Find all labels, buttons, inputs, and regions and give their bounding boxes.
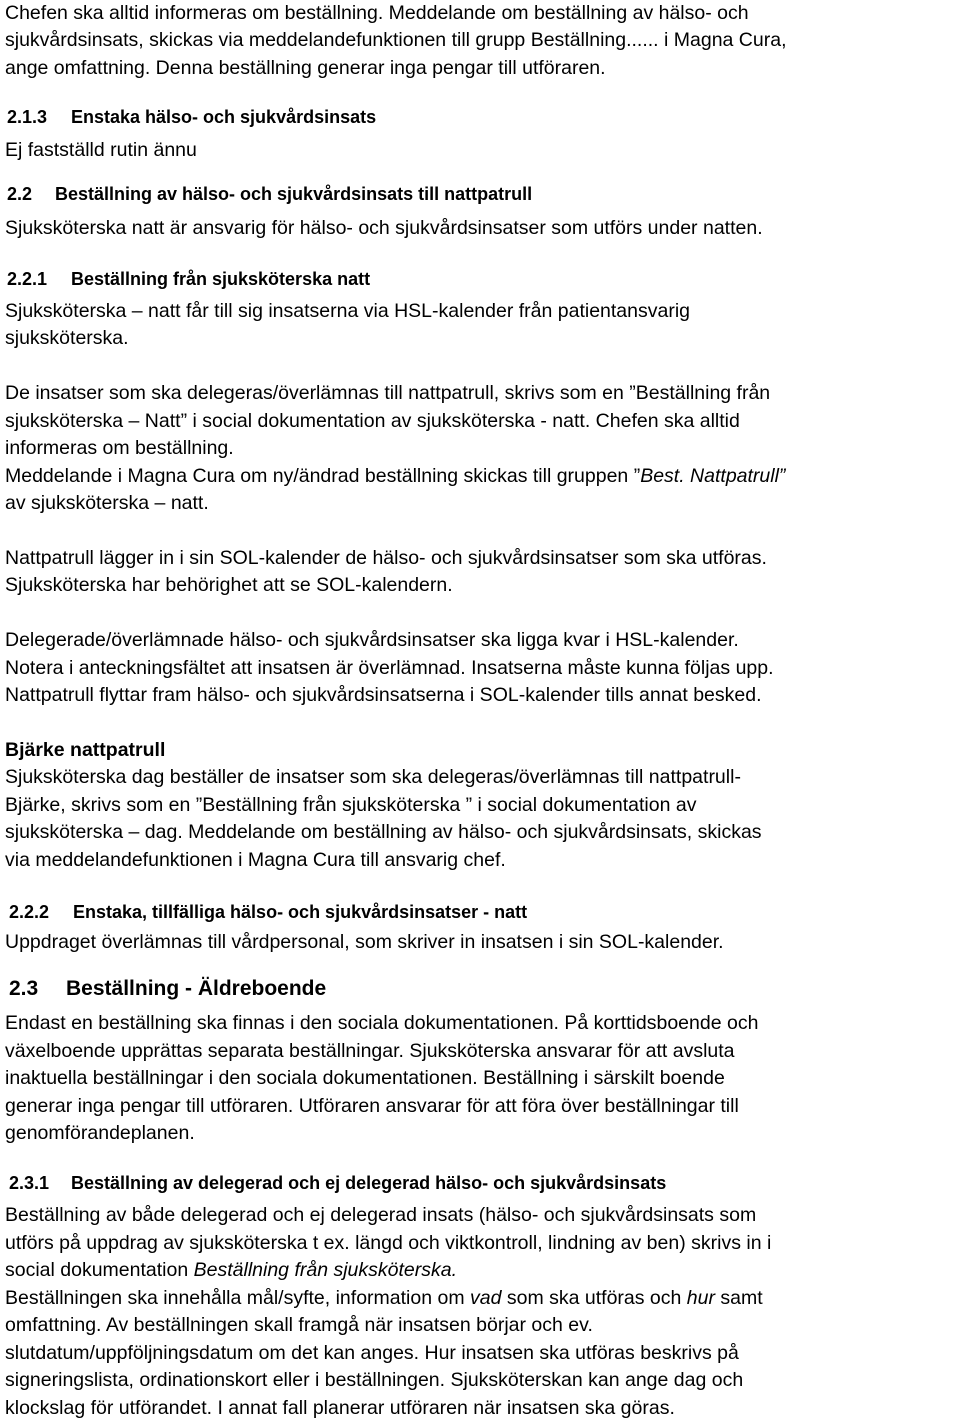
- text-span: Meddelande i Magna Cura om ny/ändrad beställning skickas till gruppen ”: [5, 465, 641, 487]
- text-span: Beställningen ska innehålla mål/syfte, information om: [5, 1287, 470, 1309]
- text-line: informeras om beställning.: [5, 437, 234, 459]
- text-line: [5, 1285, 763, 1313]
- text-line: Endast en beställning ska finnas i den sociala dokumentationen. På korttidsboende och: [5, 1012, 759, 1034]
- text-line: utförs på uppdrag av sjuksköterska t ex. längd och viktkontroll, lindning av ben) skrivs in i: [5, 1232, 772, 1254]
- section-title: Enstaka hälso- och sjukvårdsinsats: [71, 107, 377, 127]
- section-number: 2.3.1: [9, 1173, 50, 1193]
- section-heading-2-2-2: [9, 900, 527, 924]
- text-line: genomförandeplanen.: [5, 1122, 195, 1144]
- text-line: De insatser som ska delegeras/överlämnas till nattpatrull, skrivs som en ”Beställning från: [5, 382, 771, 404]
- text-line: signeringslista, ordinationskort eller i beställningen. Sjuksköterskan kan ange dag och: [5, 1369, 744, 1391]
- section-heading-2-2-1: [7, 267, 370, 291]
- italic-text: Beställning från sjuksköterska.: [193, 1259, 457, 1281]
- section-heading-2-2: [7, 182, 532, 206]
- italic-text: Best. Nattpatrull”: [640, 465, 786, 487]
- text-line: Bjärke, skrivs som en ”Beställning från sjuksköterska ” i social dokumentation av: [5, 794, 697, 816]
- text-line: Nattpatrull lägger in i sin SOL-kalender de hälso- och sjukvårdsinsatser som ska utföras.: [5, 547, 767, 569]
- text-line: Notera i anteckningsfältet att insatsen är överlämnad. Insatserna måste kunna följas upp.: [5, 657, 774, 679]
- italic-text: vad: [470, 1287, 502, 1309]
- text-line: Uppdraget överlämnas till vårdpersonal, som skriver in insatsen i sin SOL-kalender.: [5, 931, 724, 953]
- section-title: Beställning - Äldreboende: [66, 977, 327, 1000]
- text-line: Sjuksköterska har behörighet att se SOL-kalendern.: [5, 574, 453, 596]
- section-title: Beställning från sjuksköterska natt: [71, 269, 371, 289]
- section-number: 2.1.3: [7, 107, 48, 127]
- section-heading-2-1-3: [7, 105, 376, 129]
- text-line: sjuksköterska – Natt” i social dokumentation av sjuksköterska - natt. Chefen ska alltid: [5, 410, 740, 432]
- text-line: Sjuksköterska natt är ansvarig för hälso- och sjukvårdsinsatser som utförs under natten.: [5, 217, 763, 239]
- section-number: 2.2: [7, 184, 33, 204]
- text-line: [5, 463, 785, 491]
- text-line: [5, 1257, 457, 1285]
- section-number: 2.2.2: [9, 902, 50, 922]
- text-line: sjuksköterska.: [5, 327, 129, 349]
- text-line: Ej fastställd rutin ännu: [5, 139, 197, 161]
- text-line: av sjuksköterska – natt.: [5, 492, 209, 514]
- text-line: ange omfattning. Denna beställning generar inga pengar till utföraren.: [5, 57, 606, 79]
- section-number: 2.2.1: [7, 269, 48, 289]
- subheading-bjarke: Bjärke nattpatrull: [5, 739, 166, 761]
- text-line: klockslag för utförandet. I annat fall planerar utföraren när insatsen ska göras.: [5, 1397, 675, 1419]
- section-heading-2-3-1: [9, 1171, 666, 1195]
- text-line: Nattpatrull flyttar fram hälso- och sjukvårdsinsatserna i SOL-kalender tills annat besked.: [5, 684, 762, 706]
- text-span: samt: [714, 1287, 763, 1309]
- text-line: Sjuksköterska – natt får till sig insatserna via HSL-kalender från patientansvarig: [5, 300, 691, 322]
- text-line: generar inga pengar till utföraren. Utföraren ansvarar för att föra över beställningar till: [5, 1095, 739, 1117]
- text-line: Beställning av både delegerad och ej delegerad insats (hälso- och sjukvårdsinsats som: [5, 1204, 757, 1226]
- text-span: social dokumentation: [5, 1259, 194, 1281]
- text-line: Delegerade/överlämnade hälso- och sjukvårdsinsatser ska ligga kvar i HSL-kalender.: [5, 629, 739, 651]
- section-number: 2.3: [9, 977, 39, 1000]
- text-line: inaktuella beställningar i den sociala dokumentationen. Beställning i särskilt boende: [5, 1067, 725, 1089]
- text-line: omfattning. Av beställningen skall framgå när insatsen börjar och ev.: [5, 1314, 593, 1336]
- text-line: Chefen ska alltid informeras om beställning. Meddelande om beställning av hälso- och: [5, 2, 749, 24]
- text-line: växelboende upprättas separata beställningar. Sjuksköterska ansvarar för att avsluta: [5, 1040, 735, 1062]
- text-span: som ska utföras och: [501, 1287, 687, 1309]
- italic-text: hur: [686, 1287, 715, 1309]
- text-line: via meddelandefunktionen i Magna Cura till ansvarig chef.: [5, 849, 506, 871]
- text-line: Sjuksköterska dag beställer de insatser som ska delegeras/överlämnas till nattpatrull-: [5, 766, 741, 788]
- text-line: slutdatum/uppföljningsdatum om det kan anges. Hur insatsen ska utföras beskrivs på: [5, 1342, 739, 1364]
- section-title: Beställning av delegerad och ej delegerad hälso- och sjukvårdsinsats: [71, 1173, 667, 1193]
- text-line: sjuksköterska – dag. Meddelande om beställning av hälso- och sjukvårdsinsats, skickas: [5, 821, 762, 843]
- section-title: Enstaka, tillfälliga hälso- och sjukvårdsinsatser - natt: [73, 902, 528, 922]
- section-heading-2-3: [9, 976, 326, 1002]
- text-line: sjukvårdsinsats, skickas via meddelandefunktionen till grupp Beställning...... i Magna Cura,: [5, 29, 787, 51]
- section-title: Beställning av hälso- och sjukvårdsinsats till nattpatrull: [55, 184, 533, 204]
